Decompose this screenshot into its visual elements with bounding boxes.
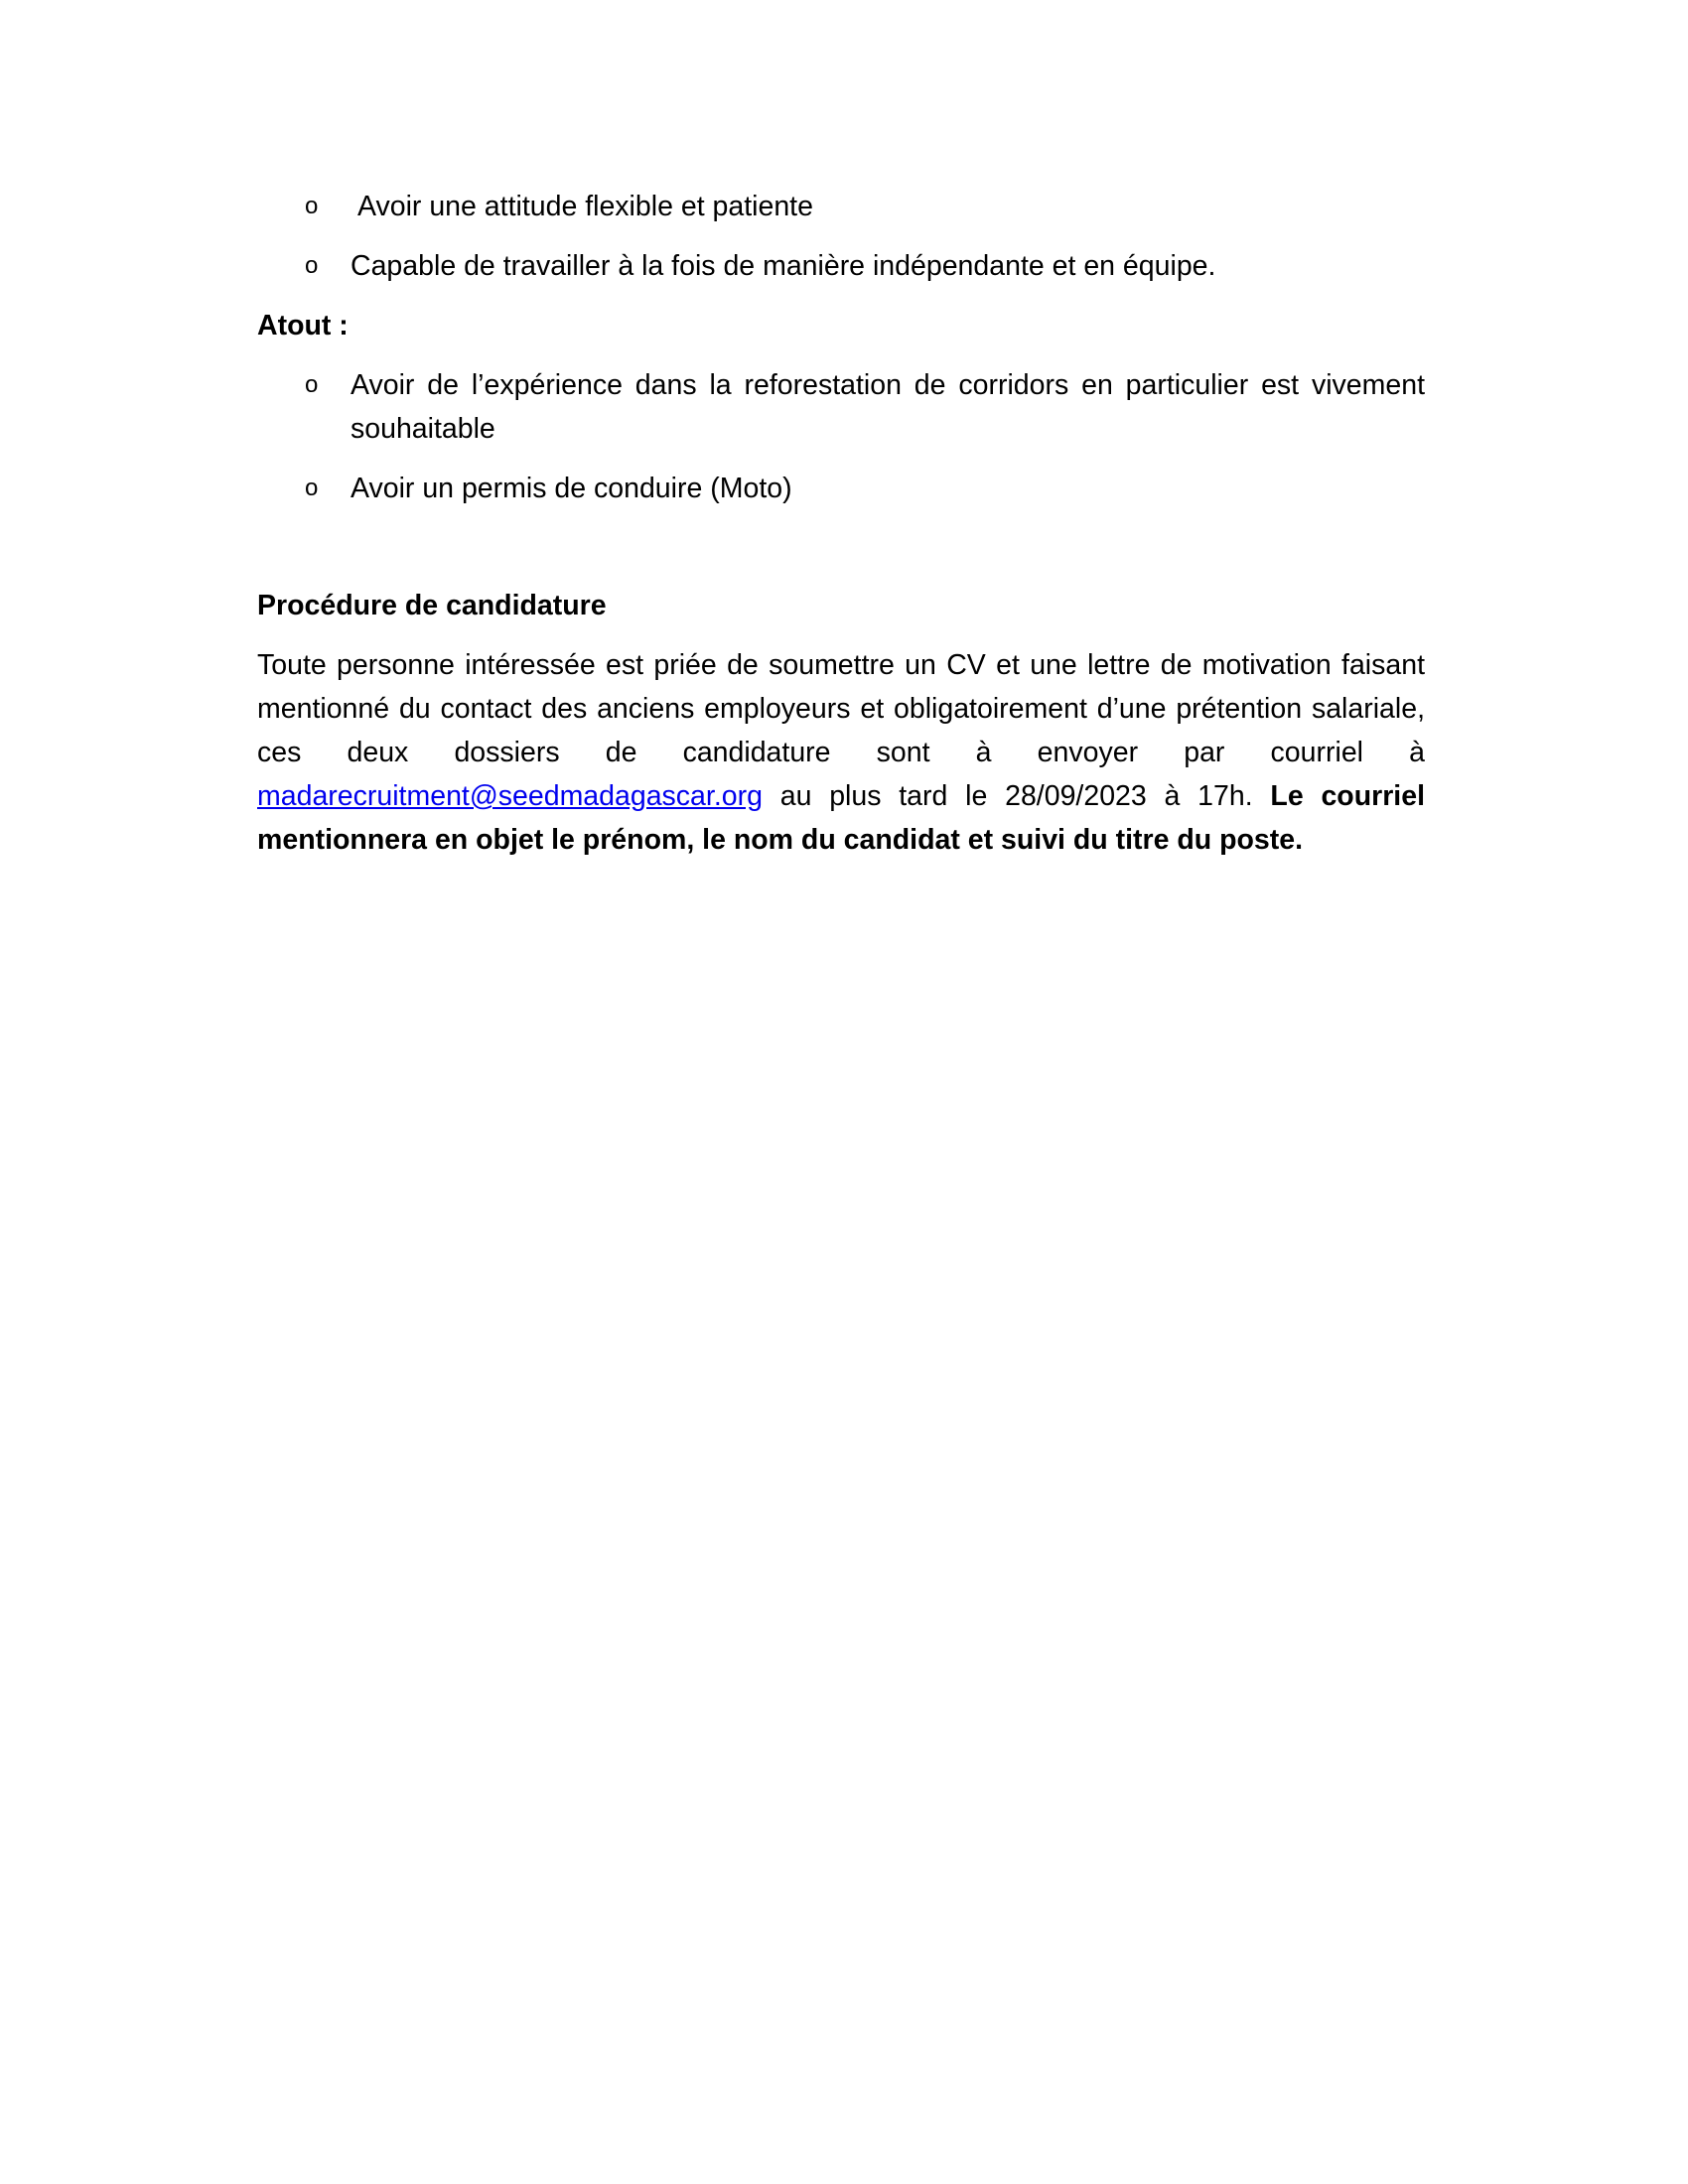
procedure-text-after-link: au plus tard le 28/09/2023 à 17h. <box>762 780 1271 812</box>
bullet-marker: o <box>305 193 319 219</box>
email-link[interactable]: madarecruitment@seedmadagascar.org <box>257 780 763 812</box>
list-item-text: Avoir une attitude flexible et patiente <box>357 191 813 222</box>
bullet-marker: o <box>305 371 319 398</box>
list-item <box>257 185 1425 228</box>
document-content <box>257 185 1425 862</box>
list-item <box>257 363 1425 451</box>
list-item-text: Avoir de l’expérience dans la reforestation de corridors en particulier est vivement souhaitable <box>351 369 1425 445</box>
bullet-marker: o <box>305 252 319 279</box>
procedure-paragraph <box>257 643 1425 862</box>
procedure-text-before-link: Toute personne intéressée est priée de soumettre un CV et une lettre de motivation faisant mentionné du contact des anciens employeurs et obligatoirement d’une prétention salariale, ces deux dossiers de candidature sont à envoyer par courriel à <box>257 649 1425 768</box>
bullet-marker: o <box>305 475 319 501</box>
procedure-bold-text: Le courriel mentionnera en objet le prénom, le nom du candidat et suivi du titre du poste. <box>257 780 1425 856</box>
atout-heading: Atout : <box>257 310 349 341</box>
list-item-text: Capable de travailler à la fois de manière indépendante et en équipe. <box>351 250 1216 282</box>
list-item <box>257 467 1425 510</box>
procedure-heading: Procédure de candidature <box>257 590 607 621</box>
list-item <box>257 244 1425 288</box>
list-item-text: Avoir un permis de conduire (Moto) <box>351 473 792 504</box>
section-spacer <box>257 526 1425 584</box>
atout-list <box>257 363 1425 510</box>
qualities-list <box>257 185 1425 288</box>
